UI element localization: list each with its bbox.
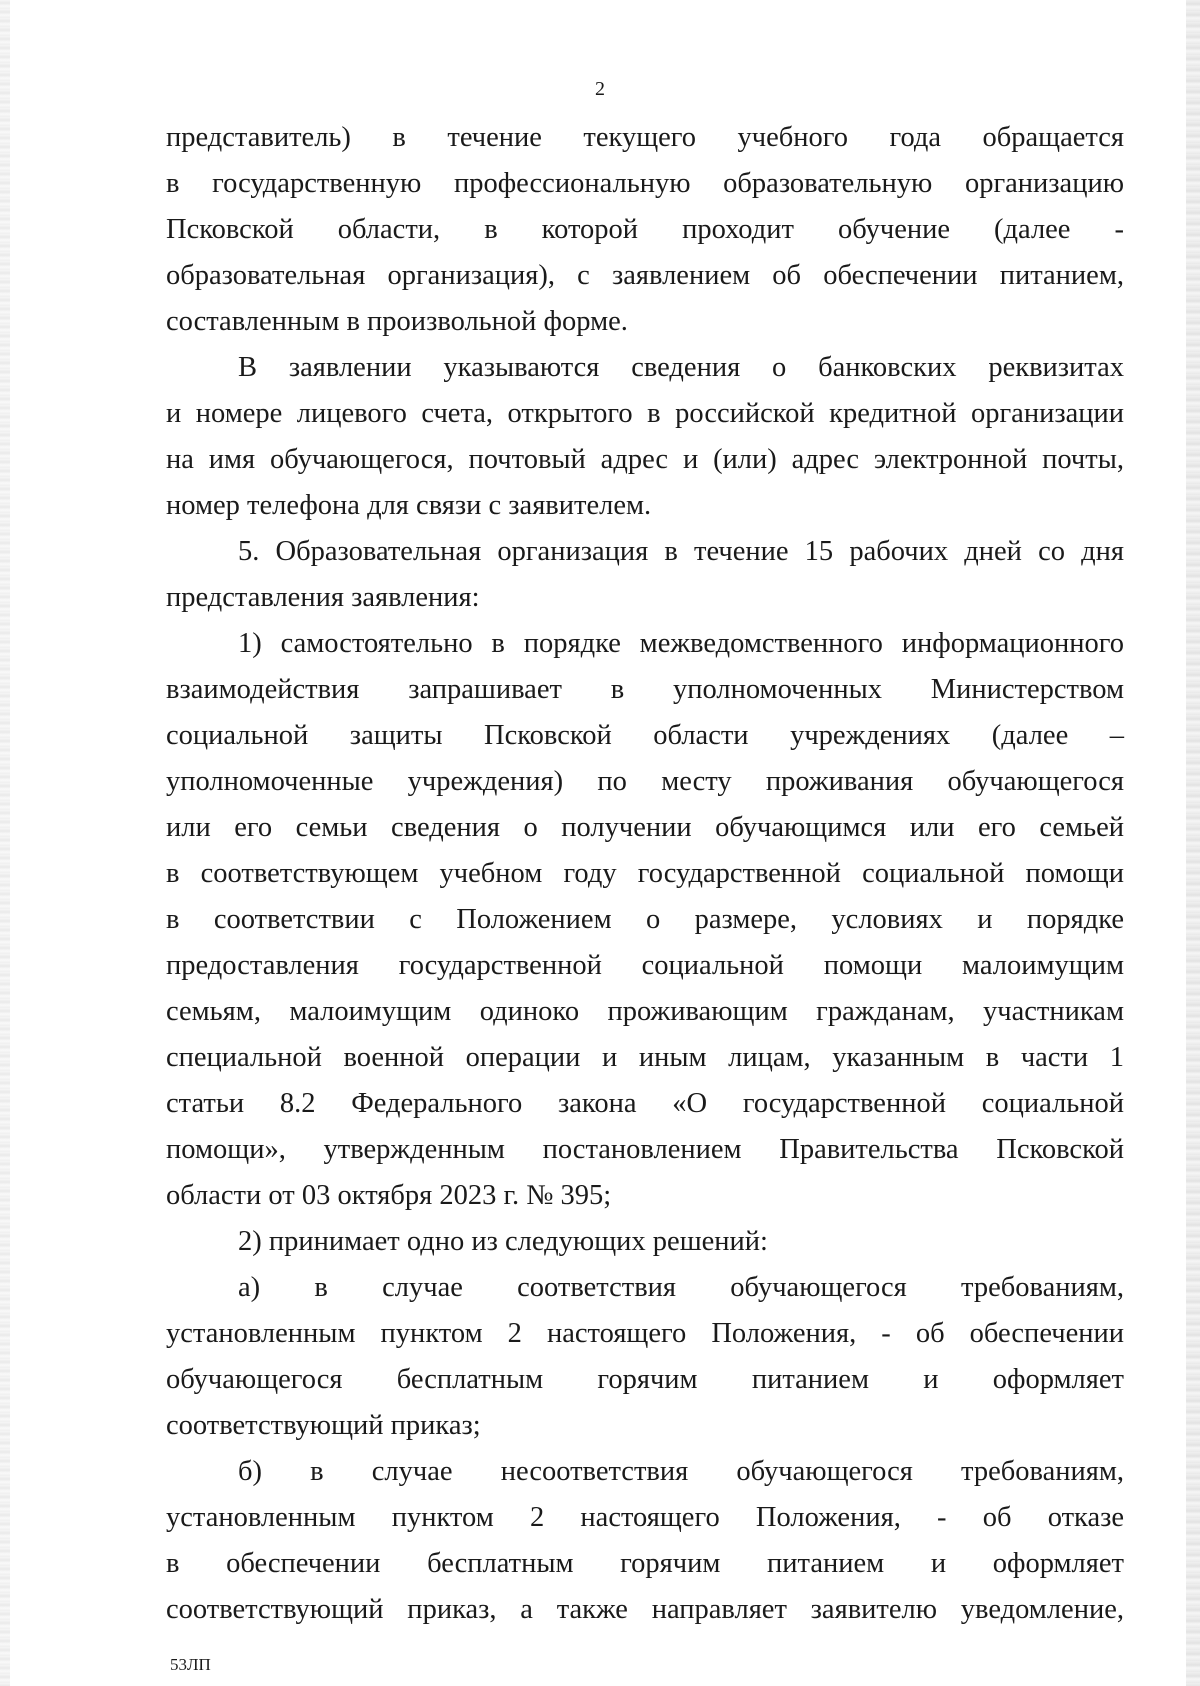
text-line: предоставления государственной социальной помощи малоимущим: [166, 950, 1124, 981]
document-body: [166, 115, 1124, 1633]
text-line: В заявлении указываются сведения о банковских реквизитах: [238, 352, 1124, 383]
text-line: обучающегося бесплатным горячим питанием и оформляет: [166, 1364, 1124, 1395]
text-line: или его семьи сведения о получении обучающимся или его семьей: [166, 812, 1124, 843]
text-line: и номере лицевого счета, открытого в российской кредитной организации: [166, 398, 1124, 429]
text-line: 5. Образовательная организация в течение 15 рабочих дней со дня: [238, 536, 1124, 567]
scan-edge-right: [1186, 0, 1200, 1686]
scan-edge-left: [0, 0, 10, 1686]
text-line: на имя обучающегося, почтовый адрес и (или) адрес электронной почты,: [166, 444, 1124, 475]
text-line: представления заявления:: [166, 582, 480, 613]
text-line: в обеспечении бесплатным горячим питанием и оформляет: [166, 1548, 1124, 1579]
text-line: образовательная организация), с заявлением об обеспечении питанием,: [166, 260, 1124, 291]
text-line: Псковской области, в которой проходит обучение (далее -: [166, 214, 1124, 245]
text-line: а) в случае соответствия обучающегося требованиям,: [238, 1272, 1124, 1303]
text-line: соответствующий приказ, а также направляет заявителю уведомление,: [166, 1594, 1124, 1625]
text-line: установленным пунктом 2 настоящего Положения, - об отказе: [166, 1502, 1124, 1533]
page-number: 2: [595, 78, 605, 100]
text-line: 1) самостоятельно в порядке межведомственного информационного: [238, 628, 1124, 659]
text-line: специальной военной операции и иным лицам, указанным в части 1: [166, 1042, 1124, 1073]
text-line: взаимодействия запрашивает в уполномоченных Министерством: [166, 674, 1124, 705]
text-line: области от 03 октября 2023 г. № 395;: [166, 1180, 612, 1211]
text-line: в соответствии с Положением о размере, условиях и порядке: [166, 904, 1124, 935]
text-line: социальной защиты Псковской области учреждениях (далее –: [166, 720, 1124, 751]
text-line: в соответствующем учебном году государственной социальной помощи: [166, 858, 1124, 889]
footer-document-code: 53ЛП: [170, 1655, 211, 1674]
text-line: б) в случае несоответствия обучающегося требованиям,: [238, 1456, 1124, 1487]
text-line: составленным в произвольной форме.: [166, 306, 628, 337]
text-line: статьи 8.2 Федерального закона «О государственной социальной: [166, 1088, 1124, 1119]
text-line: установленным пунктом 2 настоящего Положения, - об обеспечении: [166, 1318, 1124, 1349]
text-line: 2) принимает одно из следующих решений:: [238, 1226, 768, 1257]
text-line: соответствующий приказ;: [166, 1410, 481, 1441]
text-line: номер телефона для связи с заявителем.: [166, 490, 652, 521]
text-line: представитель) в течение текущего учебного года обращается: [166, 122, 1124, 153]
text-line: семьям, малоимущим одиноко проживающим гражданам, участникам: [166, 996, 1124, 1027]
text-line: уполномоченные учреждения) по месту проживания обучающегося: [166, 766, 1124, 797]
text-line: помощи», утвержденным постановлением Правительства Псковской: [166, 1134, 1124, 1165]
text-line: в государственную профессиональную образовательную организацию: [166, 168, 1124, 199]
